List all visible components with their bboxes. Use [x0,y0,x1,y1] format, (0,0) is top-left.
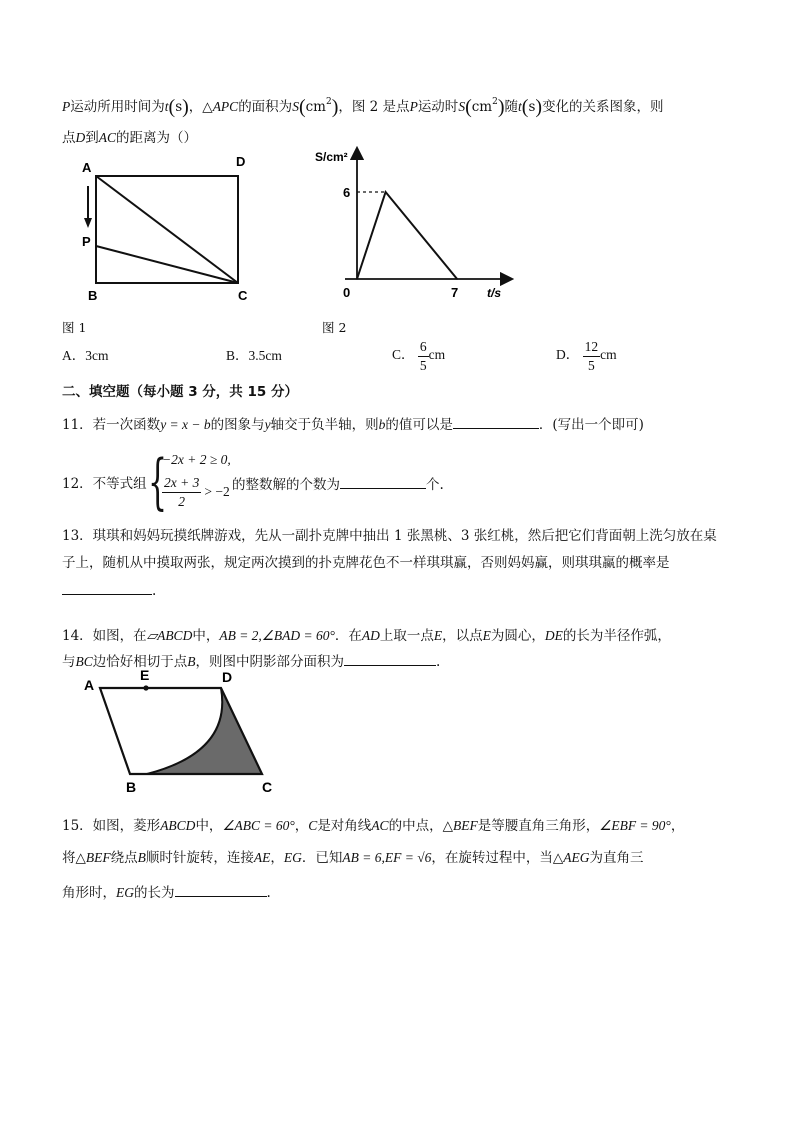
condition: AB = 2,∠BAD = 60° [219,628,335,643]
question-11 [62,414,644,435]
text: 到 [85,130,99,146]
text: 中， [195,818,223,834]
segment-eg: EG [116,885,134,900]
q10-intro-line1: P运动所用时间为t(s)，△APC的面积为$S(cm^2)$，图 2 是点P运动时$S(cm^2)$随t(s)变化的关系图象，则 [62,96,664,118]
text: ，在旋转过程中，当△ [431,850,564,866]
label-e: E [140,667,150,683]
figure-14-parallelogram [70,660,290,800]
label-p: P [82,234,91,249]
data-point [456,278,458,280]
option-letter: D． [556,347,580,363]
denominator: 5 [419,358,427,373]
diagonal-ac [96,176,238,283]
option-d[interactable] [556,338,617,374]
text: 点 [62,130,76,146]
angle-ebf: ∠EBF = 90° [599,818,671,833]
option-text: 3cm [85,348,109,363]
condition: AB = 6,EF = [342,850,418,865]
segment-bc: BC [75,654,93,669]
question-12-prefix: 12．不等式组 [62,476,147,492]
text: 的中点，△ [388,818,453,834]
text: ．已知 [301,850,343,866]
point-b: B [187,654,196,669]
segment-ac: AC [98,130,117,145]
text: 角形时， [62,885,116,901]
point-e: E [433,628,443,643]
question-15-line3 [62,882,271,903]
answer-blank[interactable] [344,651,436,666]
numerator: 2x + 3 [162,474,201,493]
unit-cm: cm [471,99,493,115]
var-t: t [164,99,169,114]
text: 是对角线 [317,818,372,834]
q10-intro-line2 [62,128,197,148]
fraction [162,474,201,510]
inequality-1: −2x + 2 ≥ 0, [162,452,231,467]
answer-blank[interactable] [62,580,152,595]
text: ， [270,850,284,866]
text: . [266,885,271,901]
label-b: B [88,288,98,303]
text: 是等腰直角三角形， [477,818,600,834]
text: 上取一点 [379,628,434,644]
arrow-down-icon [84,218,92,228]
figure-1-rectangle [60,150,260,310]
text: ，以点 [442,628,483,644]
text: 边恰好相切于点 [92,654,188,670]
numerator: 6 [418,338,429,357]
segment-ac: AC [371,818,389,833]
label-d: D [236,154,246,169]
text: 的距离为（） [116,130,198,146]
question-13-line3 [62,580,156,601]
option-text: 3.5cm [248,348,282,363]
option-c[interactable] [392,338,445,374]
question-13-line2: 子上，随机从中摸取两张，规定两次摸到的扑克牌花色不一样琪琪赢，否则妈妈赢，则琪琪赢的概率是 [62,555,670,571]
text: 为直角三 [589,850,644,866]
answer-blank[interactable] [453,414,539,429]
x-tick-label: 7 [451,285,459,300]
inequality-system [148,447,238,517]
inequality-rest: > −2 [204,484,230,499]
segment-ae: AE [253,850,271,865]
label-d: D [222,669,233,685]
text: 的长为 [134,885,175,901]
text: 的长为半径作弧， [562,628,671,644]
text: 运动所用时间为 [70,99,165,115]
series-line [357,192,457,279]
text: ， [670,818,685,834]
var-y: y [264,417,271,432]
angle-abc: ∠ABC = 60° [222,818,295,833]
text: ．在 [334,628,362,644]
data-point [356,278,358,280]
text: 顺时针旋转，连接 [145,850,254,866]
point-b: B [137,850,146,865]
denominator: 2 [178,494,186,509]
text: ，△ [188,99,213,115]
fraction [418,338,429,374]
triangle-bef: BEF [452,818,478,833]
var-t: t [518,99,522,114]
triangle-apc: APC [212,99,239,114]
y-axis-label: S/cm² [315,150,348,164]
text: 随 [504,99,519,115]
unit-s: s [175,99,183,115]
triangle-aeg: AEG [563,850,590,865]
answer-blank[interactable] [340,474,426,489]
label-c: C [238,288,248,303]
text: . [436,654,441,670]
text: 绕点 [110,850,138,866]
label-b: B [126,779,137,795]
segment-de: DE [544,628,563,643]
unit-cm: cm [305,99,326,115]
denominator: 5 [588,358,595,373]
question-15-line2 [62,848,644,868]
text: ，则图中阴影部分面积为 [195,654,345,670]
question-14-line1 [62,626,671,646]
brace: { [148,447,168,517]
text: 与 [62,654,76,670]
superscript: 2 [492,97,498,107]
unit: cm [600,347,617,363]
label-c: C [262,779,273,795]
text: 的面积为 [238,99,293,115]
superscript: 2 [325,97,332,107]
x-axis-label: t/s [487,286,502,300]
answer-blank[interactable] [175,882,267,897]
text: 为圆心， [490,628,545,644]
text: 的图象与 [210,417,265,433]
triangle-bef: BEF [85,850,111,865]
option-letter: C． [392,347,415,363]
text: 15．如图，菱形 [62,818,161,834]
inequality-2 [162,474,230,510]
var-b: b [378,417,386,432]
text: ，图 2 是点 [338,99,410,115]
option-b[interactable] [226,345,282,367]
figure-1-caption: 图 1 [62,320,87,335]
origin-label: 0 [343,285,351,300]
option-a[interactable] [62,345,109,367]
data-point [385,191,387,193]
question-13-line1: 13．琪琪和妈妈玩摸纸牌游戏，先从一副扑克牌中抽出 1 张黑桃、3 张红桃，然后把它们背面朝上洗匀放在桌 [62,528,717,544]
sqrt-six: √6 [417,850,432,865]
question-15-line1 [62,816,684,836]
expression: y = x − b [160,417,211,432]
var-s: S [292,99,299,114]
segment-pc [96,246,238,283]
fraction [583,338,601,374]
section-heading: 二、填空题（每小题 3 分，共 15 分） [62,384,298,400]
point-c: C [308,818,318,833]
label-a: A [84,677,95,693]
point-e-dot [143,685,148,690]
numerator: 12 [583,338,601,357]
text: 变化的关系图象，则 [542,99,664,115]
unit: cm [428,347,446,363]
text: 轴交于负半轴，则 [270,417,379,433]
point-d: D [75,130,86,145]
label-a: A [82,160,92,175]
text: 中， [192,628,220,644]
text: 运动时 [417,99,459,115]
text: 个. [426,477,444,493]
figure-2-graph [305,145,515,310]
text: ， [294,818,309,834]
text: 11．若一次函数 [62,417,161,433]
shaded-region [147,688,262,774]
option-letter: B． [226,348,249,363]
option-letter: A． [62,348,86,363]
text: 将△ [62,850,86,866]
point-p: P [62,99,71,114]
text: 的整数解的个数为 [232,477,340,493]
unit-s: s [528,99,536,115]
text: . [152,583,157,599]
parallelogram-abcd: ▱ABCD [146,628,193,643]
point-p: P [409,99,418,114]
text: 的值可以是 [385,417,453,433]
text: 14．如图，在 [62,628,147,644]
y-tick-label: 6 [343,185,351,200]
point-e: E [482,628,491,643]
text: ．(写出一个即可) [538,417,644,433]
segment-ad: AD [361,628,380,643]
rhombus-abcd: ABCD [160,818,196,833]
question-12-suffix [232,474,444,495]
var-s: S [458,99,466,114]
figure-2-caption: 图 2 [322,320,347,335]
segment-eg: EG [283,850,302,865]
